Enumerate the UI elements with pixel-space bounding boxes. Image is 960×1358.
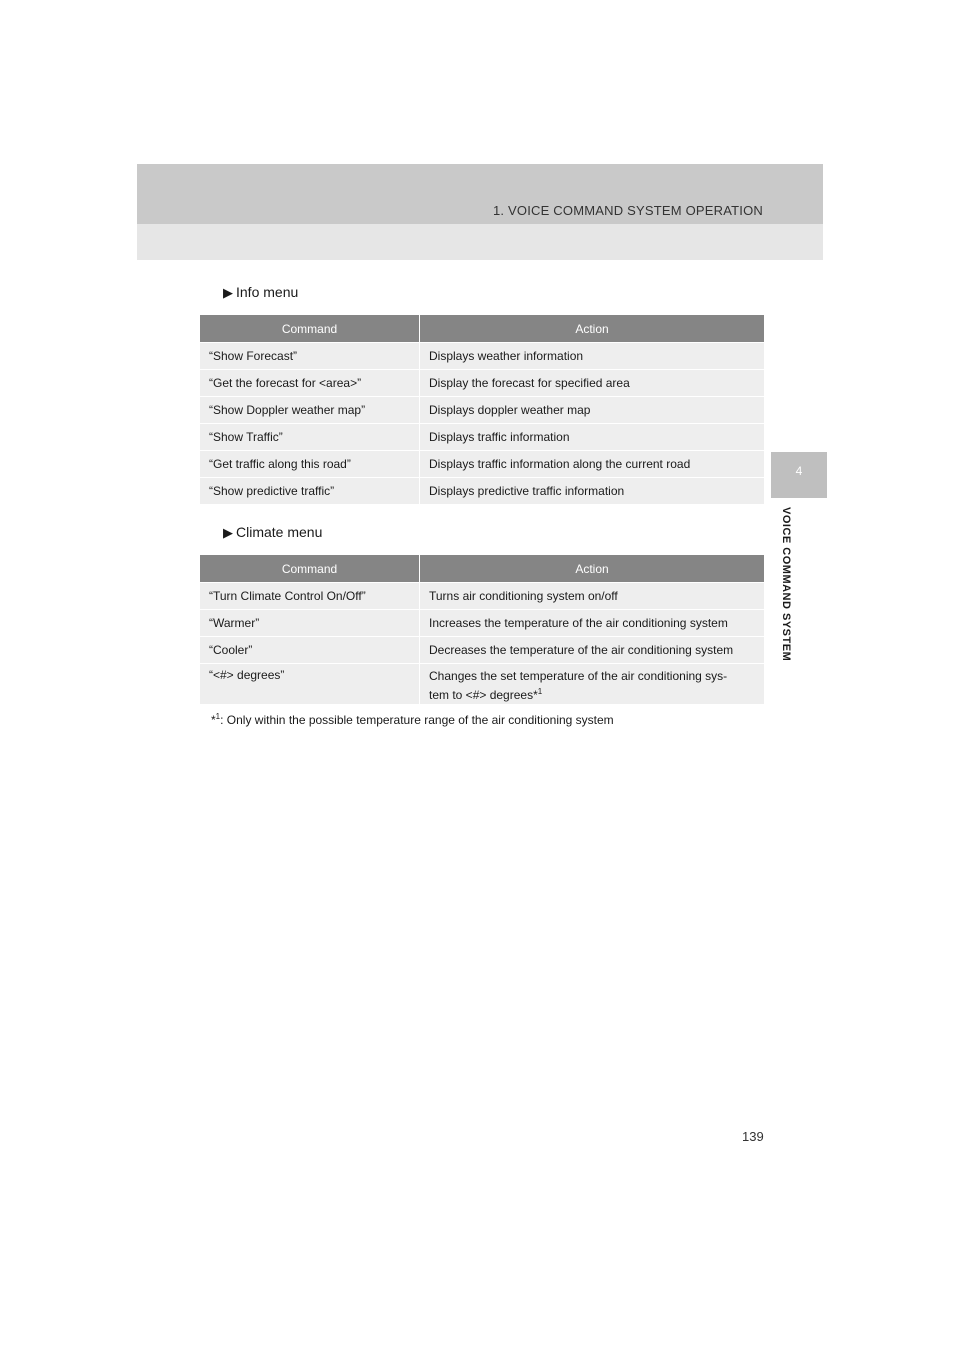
table-row [200, 478, 764, 505]
command-cell: “Cooler” [200, 637, 420, 664]
chapter-tab [771, 452, 827, 498]
footnote-marker: * [211, 713, 216, 727]
action-cell: Displays doppler weather map [420, 397, 765, 424]
column-header-action: Action [420, 555, 765, 583]
table-row [200, 370, 764, 397]
action-line-1: Changes the set temperature of the air conditioning sys- [429, 669, 728, 683]
table-row [200, 583, 764, 610]
triangle-bullet-icon: ▶ [223, 285, 233, 300]
column-header-command: Command [200, 315, 420, 343]
action-cell: Turns air conditioning system on/off [420, 583, 765, 610]
command-cell: “Show Traffic” [200, 424, 420, 451]
command-cell: “Show Forecast” [200, 343, 420, 370]
table-row [200, 664, 764, 705]
footnote-ref: 1 [537, 687, 543, 696]
command-cell: “Turn Climate Control On/Off” [200, 583, 420, 610]
page-number: 139 [742, 1129, 764, 1144]
command-cell: “Show Doppler weather map” [200, 397, 420, 424]
info-menu-title: Info menu [236, 284, 299, 300]
triangle-bullet-icon: ▶ [223, 525, 233, 540]
action-cell: Display the forecast for specified area [420, 370, 765, 397]
action-cell: Displays weather information [420, 343, 765, 370]
table-row [200, 397, 764, 424]
table-row [200, 424, 764, 451]
command-cell: “<#> degrees” [200, 664, 420, 705]
info-menu-heading [223, 284, 298, 301]
table-row [200, 343, 764, 370]
action-cell: Decreases the temperature of the air conditioning system [420, 637, 765, 664]
action-cell: Displays traffic information along the current road [420, 451, 765, 478]
action-line-2: tem to <#> degrees* [429, 688, 538, 702]
command-cell: “Warmer” [200, 610, 420, 637]
footnote [211, 712, 614, 727]
table-row [200, 451, 764, 478]
action-cell: Increases the temperature of the air conditioning system [420, 610, 765, 637]
table-row [200, 610, 764, 637]
command-cell: “Get the forecast for <area>” [200, 370, 420, 397]
column-header-action: Action [420, 315, 765, 343]
climate-menu-heading [223, 524, 322, 541]
header-band [137, 164, 823, 260]
chapter-title: 1. VOICE COMMAND SYSTEM OPERATION [492, 203, 763, 218]
action-cell [420, 664, 765, 705]
footnote-number: 1 [215, 712, 221, 721]
table-row [200, 637, 764, 664]
command-cell: “Show predictive traffic” [200, 478, 420, 505]
climate-menu-title: Climate menu [236, 524, 323, 540]
column-header-command: Command [200, 555, 420, 583]
action-cell: Displays traffic information [420, 424, 765, 451]
chapter-tab-number: 4 [795, 464, 803, 478]
command-cell: “Get traffic along this road” [200, 451, 420, 478]
climate-menu-table [200, 555, 764, 704]
chapter-side-label: VOICE COMMAND SYSTEM [780, 507, 792, 662]
footnote-text: : Only within the possible temperature range of the air conditioning system [220, 713, 614, 727]
info-menu-table [200, 315, 764, 504]
action-cell: Displays predictive traffic information [420, 478, 765, 505]
